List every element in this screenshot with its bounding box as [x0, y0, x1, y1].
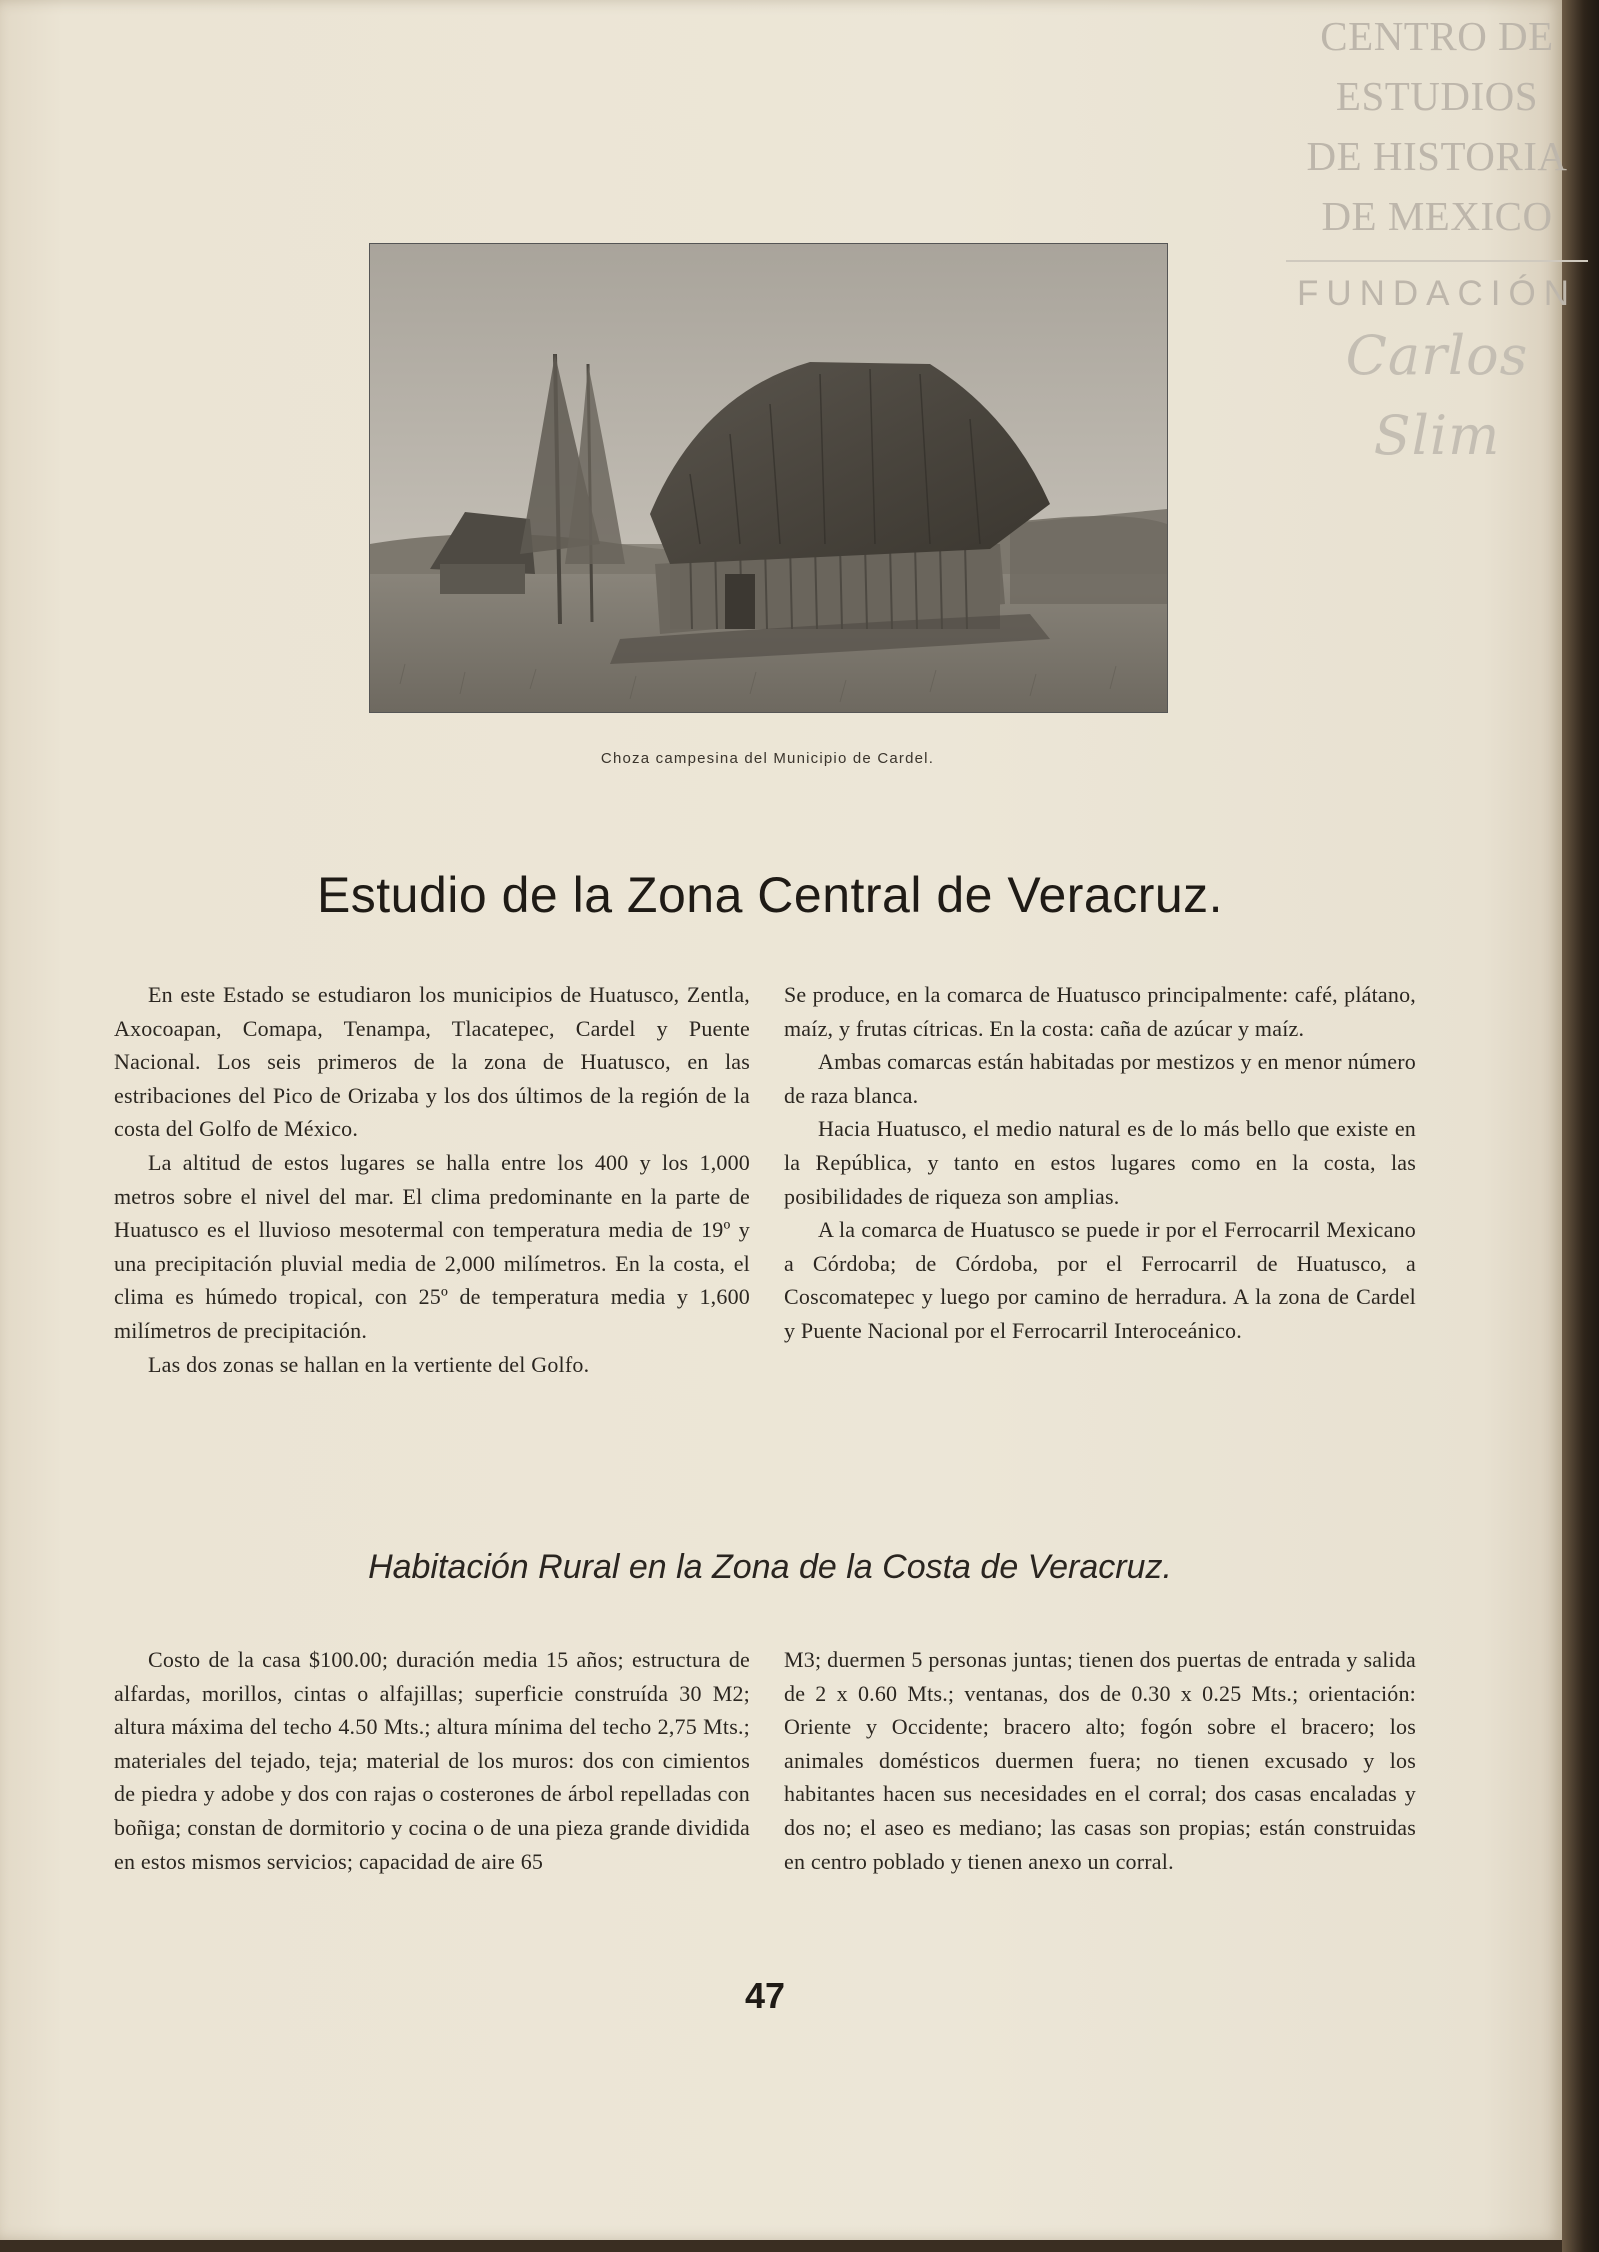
paragraph: M3; duermen 5 personas juntas; tienen dos puertas de entrada y salida de 2 x 0.60 Mts.; ventanas, dos de 0.30 x 0.25 Mts.; orientación: Oriente y Occidente; bracero alto; fogón sobre el bracero; los animales domésticos duermen fuera; no tienen excusado y los habitantes hacen sus necesidades en el corral; dos casas encaladas y dos no; el aseo es mediano; las casas son propias; están construidas en centro poblado y tienen anexo un corral.: [784, 1647, 1416, 1874]
watermark-rule: [1286, 260, 1588, 262]
watermark-line-4: DE MEXICO: [1321, 193, 1553, 239]
paragraph: Ambas comarcas están habitadas por mestizos y en menor número de raza blanca.: [784, 1049, 1416, 1108]
page-number: 47: [744, 1975, 786, 2016]
paragraph: En este Estado se estudiaron los municipios de Huatusco, Zentla, Axocoapan, Comapa, Tenampa, Tlacatepec, Cardel y Puente Nacional. Los seis primeros de la zona de Huatusco, en las estribaciones del Pico de Orizaba y los dos últimos de la región de la costa del Golfo de México.: [114, 982, 750, 1142]
paragraph: Hacia Huatusco, el medio natural es de lo más bello que existe en la República, y tanto en estos lugares como en la costa, las posibilidades de riqueza son amplias.: [784, 1116, 1416, 1209]
hut-photograph: [369, 243, 1168, 713]
paragraph: Costo de la casa $100.00; duración media 15 años; estructura de alfardas, morillos, cintas o alfajillas; superficie construída 30 M2; altura máxima del techo 4.50 Mts.; altura mínima del techo 2,75 Mts.; materiales del tejado, teja; material de los muros: dos con cimientos de piedra y adobe y dos con rajas o costerones de árbol repelladas con boñiga; constan de dormitorio y cocina o de una pieza grande dividida en estos mismos servicios; capacidad de aire 65: [114, 1647, 750, 1874]
paragraph: Las dos zonas se hallan en la vertiente del Golfo.: [148, 1351, 590, 1377]
section-subtitle: Habitación Rural en la Zona de la Costa de Veracruz.: [368, 1548, 1172, 1586]
paragraph: A la comarca de Huatusco se puede ir por el Ferrocarril Mexicano a Córdoba; de Córdoba, por el Ferrocarril de Huatusco, a Coscomatepec y luego por camino de herradura. A la zona de Cardel y Puente Nacional por el Ferrocarril Interoceánico.: [784, 1217, 1416, 1343]
archive-watermark: [1282, 6, 1592, 476]
paragraph: Se produce, en la comarca de Huatusco principalmente: café, plátano, maíz, y frutas cítricas. En la costa: caña de azúcar y maíz.: [784, 982, 1416, 1041]
photo-caption: Choza campesina del Municipio de Cardel.: [600, 750, 935, 767]
watermark-fundacion: FUNDACIÓN: [1296, 274, 1578, 313]
section1-column-left: [114, 978, 750, 1381]
article-title: Estudio de la Zona Central de Veracruz.: [316, 867, 1224, 923]
section2-column-left: [114, 1643, 750, 1878]
watermark-line-2: ESTUDIOS: [1335, 73, 1539, 119]
watermark-line-3: DE HISTORIA: [1306, 133, 1568, 179]
section2-column-right: [784, 1643, 1416, 1878]
paragraph: La altitud de estos lugares se halla entre los 400 y los 1,000 metros sobre el nivel del mar. El clima predominante en la parte de Huatusco es el lluvioso mesotermal con temperatura media de 19º y una precipitación pluvial media de 2,000 milímetros. En la costa, el clima es húmedo tropical, con 25º de temperatura media y 1,600 milímetros de precipitación.: [114, 1149, 750, 1343]
section1-column-right: [784, 978, 1416, 1348]
watermark-line-1: CENTRO DE: [1320, 13, 1554, 59]
watermark-signature: Carlos Slim: [1345, 324, 1529, 467]
